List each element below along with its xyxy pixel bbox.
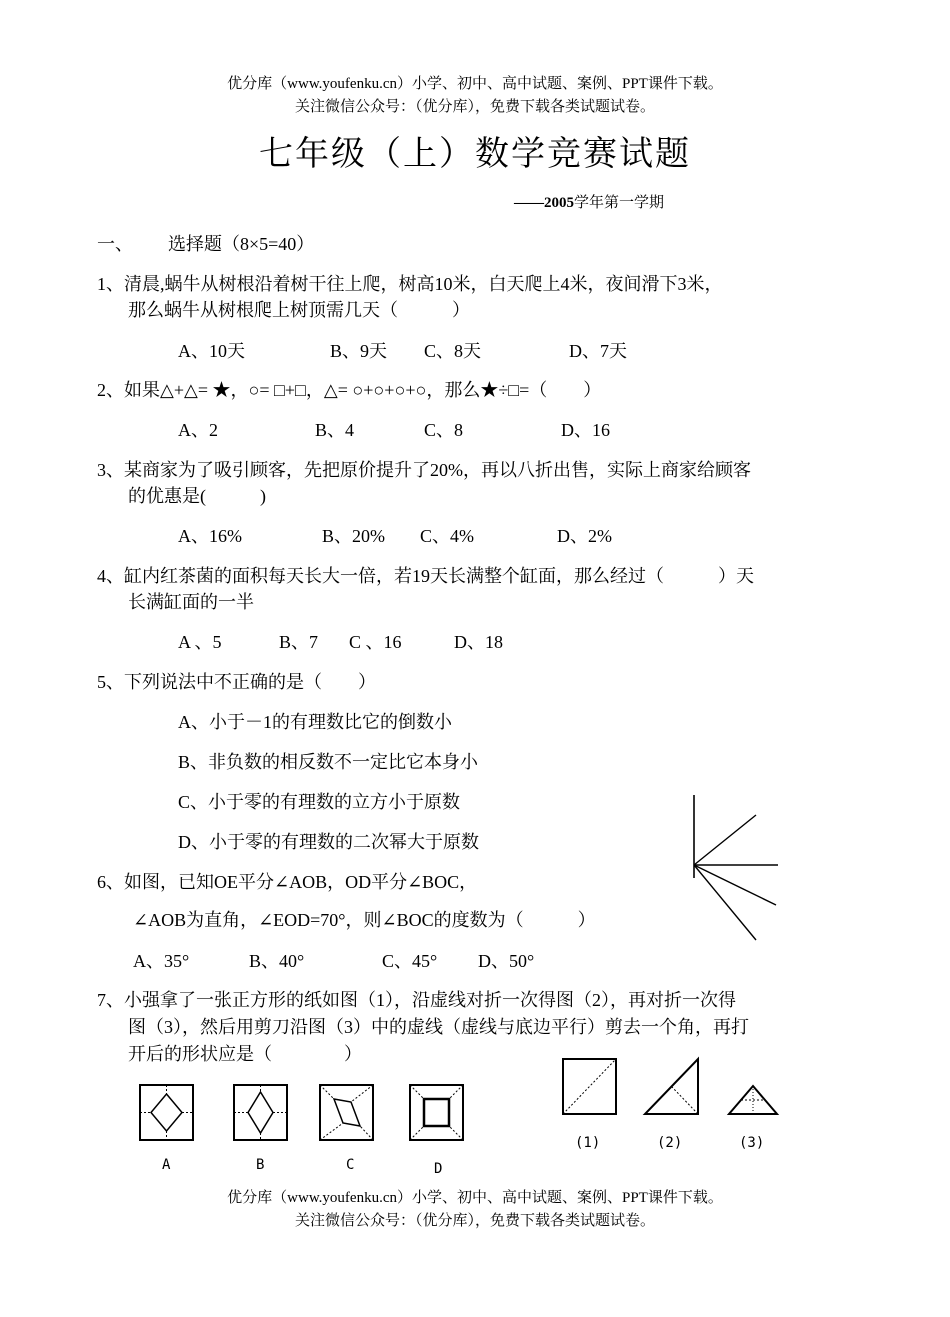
choice-figure-d [410,1085,463,1177]
choice-figure-a [140,1085,193,1173]
q1-line-1: 1、清晨,蜗牛从树根沿着树干往上爬，树高10米，白天爬上4米，夜间滑下3米， [97,274,723,294]
q3-option-a: A、16% [178,526,242,546]
ray-oc [694,865,756,940]
q5-line-1: 5、下列说法中不正确的是（ ） [97,672,376,692]
dash-c-4 [320,1123,343,1140]
section-number: 一、 [97,234,133,254]
step-label-3: (3) [739,1135,765,1151]
choice-label-c: C [346,1157,355,1173]
q7-choice-figures [140,1082,470,1182]
q5-option-d: D、小于零的有理数的二次幂大于原数 [178,832,479,852]
subtitle-text: 学年第一学期 [574,195,665,211]
inner-square-d [424,1099,449,1126]
q6-option-d: D、50° [478,951,535,971]
q2-option-d: D、16 [561,420,610,440]
q5-option-c: C、小于零的有理数的立方小于原数 [178,792,461,812]
q1-option-a: A、10天 [178,341,245,361]
q6-line-2: ∠AOB为直角，∠EOD=70°，则∠BOC的度数为（ ） [133,910,596,930]
fold-step-2 [645,1059,698,1151]
dash-d-2 [449,1085,463,1099]
q4-option-b: B、7 [279,632,319,652]
fold-step-1 [563,1059,616,1151]
q1-option-c: C、8天 [424,341,482,361]
choice-figure-c [320,1085,373,1173]
step1-diagonal [563,1059,616,1114]
q3-option-d: D、2% [557,526,612,546]
q5-option-a: A、小于－1的有理数比它的倒数小 [178,712,452,732]
q4-line-2: 长满缸面的一半 [128,592,254,612]
diamond-b [248,1092,273,1133]
ray-od [694,865,776,905]
q2-option-a: A、2 [178,420,218,440]
dash-c-2 [351,1085,373,1102]
q6-option-a: A、35° [133,951,190,971]
q2-option-b: B、4 [315,420,355,440]
step-label-2: (2) [657,1135,683,1151]
q7-line-1: 7、小强拿了一张正方形的纸如图（1），沿虚线对折一次得图（2），再对折一次得 [97,990,736,1010]
dash-c-3 [360,1126,373,1140]
q4-option-d: D、18 [454,632,503,652]
subtitle [514,191,664,212]
header-line-2: 关注微信公众号：（优分库），免费下载各类试题试卷。 [294,99,655,115]
footer-line-2: 关注微信公众号：（优分库），免费下载各类试题试卷。 [294,1213,655,1229]
choice-figure-b [234,1085,287,1173]
q2-line-1: 2、如果△+△= ★，○= □+□，△= ○+○+○+○，那么★÷□=（ ） [97,380,602,400]
footer-line-1: 优分库（www.youfenku.cn）小学、初中、高中试题、案例、PPT课件下载。 [227,1190,723,1206]
q3-option-c: C、4% [420,526,474,546]
dash-c-1 [320,1085,334,1099]
dash-d-4 [410,1126,424,1140]
q4-option-a: A 、5 [178,632,222,652]
step-label-1: (1) [575,1135,601,1151]
q7-line-3: 开后的形状应是（ ） [128,1044,362,1064]
choice-label-b: B [256,1157,265,1173]
q3-option-b: B、20% [322,526,385,546]
choice-label-d: D [434,1161,443,1177]
q7-folding-steps [555,1055,785,1155]
q2-option-c: C、8 [424,420,464,440]
q4-option-c: C 、16 [349,632,402,652]
ray-oe [694,815,756,865]
q5-option-b: B、非负数的相反数不一定比它本身小 [178,752,479,772]
q6-option-b: B、40° [249,951,305,971]
header-line-1: 优分库（www.youfenku.cn）小学、初中、高中试题、案例、PPT课件下载。 [227,76,723,92]
q1-line-2: 那么蜗牛从树根爬上树顶需几天（ ） [128,300,470,320]
q3-line-2: 的优惠是( ) [128,486,266,506]
q1-option-d: D、7天 [569,341,627,361]
quad-c [334,1099,360,1126]
section-label: 选择题（8×5=40） [168,234,315,254]
square-c [320,1085,373,1140]
q7-line-2: 图（3），然后用剪刀沿图（3）中的虚线（虚线与底边平行）剪去一个角，再打 [128,1017,749,1037]
q6-line-1: 6、如图，已知OE平分∠AOB，OD平分∠BOC， [97,872,478,892]
choice-label-a: A [162,1157,171,1173]
dash-d-3 [449,1126,463,1140]
q1-option-b: B、9天 [330,341,388,361]
q3-line-1: 3、某商家为了吸引顾客，先把原价提升了20%，再以八折出售，实际上商家给顾客 [97,460,751,480]
q6-option-c: C、45° [382,951,438,971]
diamond-a [151,1094,182,1131]
dash-d-1 [410,1085,424,1099]
subtitle-dash: —— [514,195,544,211]
fold-step-3 [729,1086,777,1151]
subtitle-year: 2005 [544,195,574,211]
square-d [410,1085,463,1140]
step2-fold [672,1087,699,1115]
angle-figure [690,795,782,945]
q4-line-1: 4、缸内红茶菌的面积每天长大一倍，若19天长满整个缸面，那么经过（ ）天 [97,566,754,586]
page-title: 七年级（上）数学竞赛试题 [259,136,691,173]
